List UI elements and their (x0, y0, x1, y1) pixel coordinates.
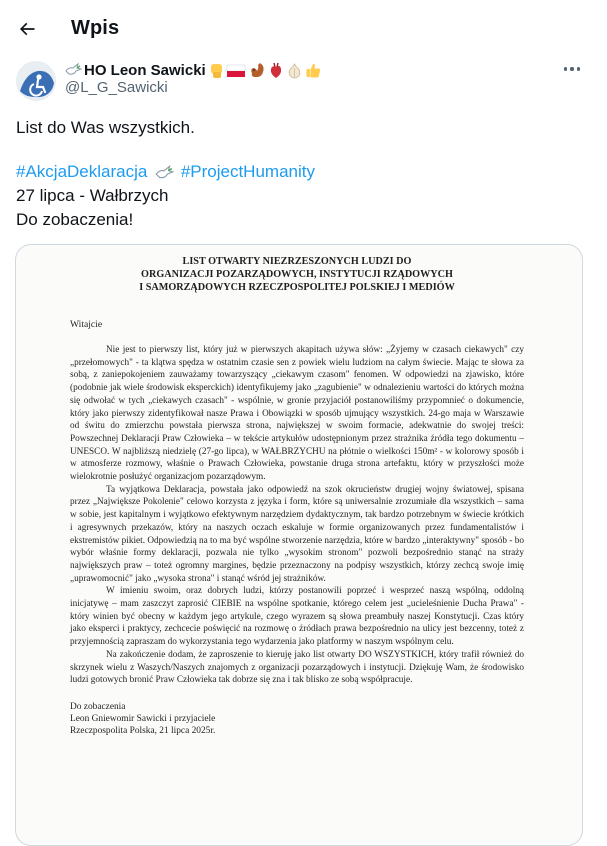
garlic-emoji (286, 62, 303, 79)
top-bar (0, 0, 607, 58)
letter-document (70, 251, 524, 737)
letter-title-line: LIST OTWARTY NIEZRZESZONYCH LUDZI DO (182, 256, 412, 267)
hashtag-projecthumanity[interactable]: #ProjectHumanity (180, 162, 315, 181)
page-title: Wpis (71, 17, 120, 39)
letter-signature (70, 701, 524, 737)
dove-icon (64, 62, 82, 78)
thumbs-up-emoji (305, 62, 322, 79)
raised-fist-emoji (208, 62, 224, 79)
letter-paragraph-2: Ta wyjątkowa Deklaracja, powstała jako odpowiedź na szok okrucieństw drugiej wojny światowej, spisana przez „Największe Pokolenie" celowo korzysta z języka i form, które są uniwersalnie zrozumiałe dla wszystkich – sama w sobie, jest kapitalnym i wyjątkowo efektywnym narzędziem dydaktycznym, tak bardzo potrzebnym w świecie krótkich i agresywnych przekazów, który na naszych oczach eskaluje w formie organizowanych przez fundamentalistów i ekstremistów pikiet. Odpowiedzią na to ma być wspólne stworzenie narzędzia, które w bardzo „interaktywny" sposób - bo wybór właśnie formy deklaracji, pozwala nie tylko „wysokim stronom" pozwoli bezpośrednio stanąć na straży największych praw – toteż ogromny margines, będzie przeznaczony na podpisy wszystkich, którzy zechcą swoje imię „uprawomocnić" jako „wysoka strona" i stanąć wśród jej strażników. (70, 484, 524, 584)
signature-line: Do zobaczenia (70, 701, 126, 712)
post-line-1: List do Was wszystkich. (16, 118, 195, 137)
avatar-accessibility-icon (16, 61, 56, 101)
letter-paragraph-4: Na zakończenie dodam, że zaproszenie to kieruję jako list otwarty DO WSZYSTKICH, który trafił również do skrzynek wielu z Waszych/Naszych znajomych z organizacji pozarządowych i instytucji. Dziękuję Wam, że środowisko ludzi gotowych bronić Praw Człowieka tak dobrze się zna i tak blisko ze sobą współpracuje. (70, 649, 524, 686)
post-hashtag-line (16, 160, 586, 184)
back-button[interactable] (10, 12, 44, 46)
avatar[interactable] (16, 61, 56, 101)
signature-line: Leon Gniewomir Sawicki i przyjaciele (70, 713, 216, 724)
polish-flag-emoji (226, 63, 246, 78)
attached-image[interactable] (15, 244, 583, 846)
post-line-3: 27 lipca - Wałbrzych (16, 186, 169, 205)
letter-title-line: I SAMORZĄDOWYCH RZECZPOSPOLITEJ POLSKIEJ I MEDIÓW (139, 282, 455, 293)
author-name[interactable]: HO Leon Sawicki (84, 61, 206, 79)
letter-greeting: Witajcie (70, 319, 103, 330)
arrow-left-icon (17, 19, 37, 39)
letter-paragraph-1: Nie jest to pierwszy list, który już w pierwszych akapitach używa słów: „Żyjemy w czasach ciekawych" czy „przełomowych" - ta klątwa spędza w ostatnim czasie sen z powiek wielu ludziom na całym świecie. Mając te słowa za sobą, z zaniepokojeniem zauważamy towarzyszący „ciekawym czasom" fenomen. W odpowiedzi na zjawisko, które (podobnie jak wiele środowisk eksperckich) identyfikujemy jako „zagubienie" w odnalezieniu wartości do których można się odwołać w tych „ciekawych czasach" - wspólnie, w gronie przyjaciół postanowiliśmy przypomnieć o dokumencie, który jako pierwszy zidentyfikował nasze Prawa i Obowiązki w sposób ujmujący wszystkich. 24-go maja w Warszawie od świtu do zmierzchu powstała pierwsza strona, największej w swoim formacie, adekwatnie do swojej treści: Powszechnej Deklaracji Praw Człowieka – w tekście artykułów udostępnionym przez strażnika źródła tego dokumentu – UNESCO. W najbliższą niedzielę (27-go lipca), w WAŁBRZYCHU na płótnie o wielkości 150m² - w kolorowy sposób i w atmosferze rozmowy, właśnie o Prawach Człowieka, powstanie druga strona artefaktu, który w przyszłości może wielokrotnie posłużyć organizacjom pozarządowym. (70, 345, 524, 483)
more-options-icon (564, 67, 580, 70)
anatomical-heart-emoji (268, 62, 284, 79)
squirrel-emoji (248, 62, 266, 79)
letter-paragraph-3: W imieniu swoim, oraz dobrych ludzi, którzy postanowili poprzeć i wesprzeć naszą wspólną, oddolną inicjatywę – mam zaszczyt zaprosić CIEBIE na wspólne spotkanie, którego celem jest „ucieleśnienie Ducha Prawa" - który winien być obecny w każdym jego artykule, czego wyrazem są słowa preambuły naszej Konstytucji. Czas który jako eksperci i praktycy, zechcecie poświęcić na rozmowę o źródłach prawa bezpośrednio na ulicy jest bezcenny, toteż z przyjemnością zapraszam do wykorzystania tego wydarzenia jako platformy w naszym wspólnym celu. (70, 586, 524, 648)
more-options-button[interactable] (560, 60, 584, 78)
author-handle[interactable]: @L_G_Sawicki (65, 79, 168, 96)
author-row[interactable] (64, 59, 322, 81)
post-line-4: Do zobaczenia! (16, 210, 134, 229)
letter-title-line: ORGANIZACJI POZARZĄDOWYCH, INSTYTUCJI RZĄDOWYCH (141, 269, 453, 280)
dove-icon (154, 164, 174, 182)
letter-title (70, 255, 524, 294)
hashtag-akcjadeklaracja[interactable]: #AkcjaDeklaracja (16, 162, 148, 181)
signature-line: Rzeczpospolita Polska, 21 lipca 2025r. (70, 725, 216, 736)
